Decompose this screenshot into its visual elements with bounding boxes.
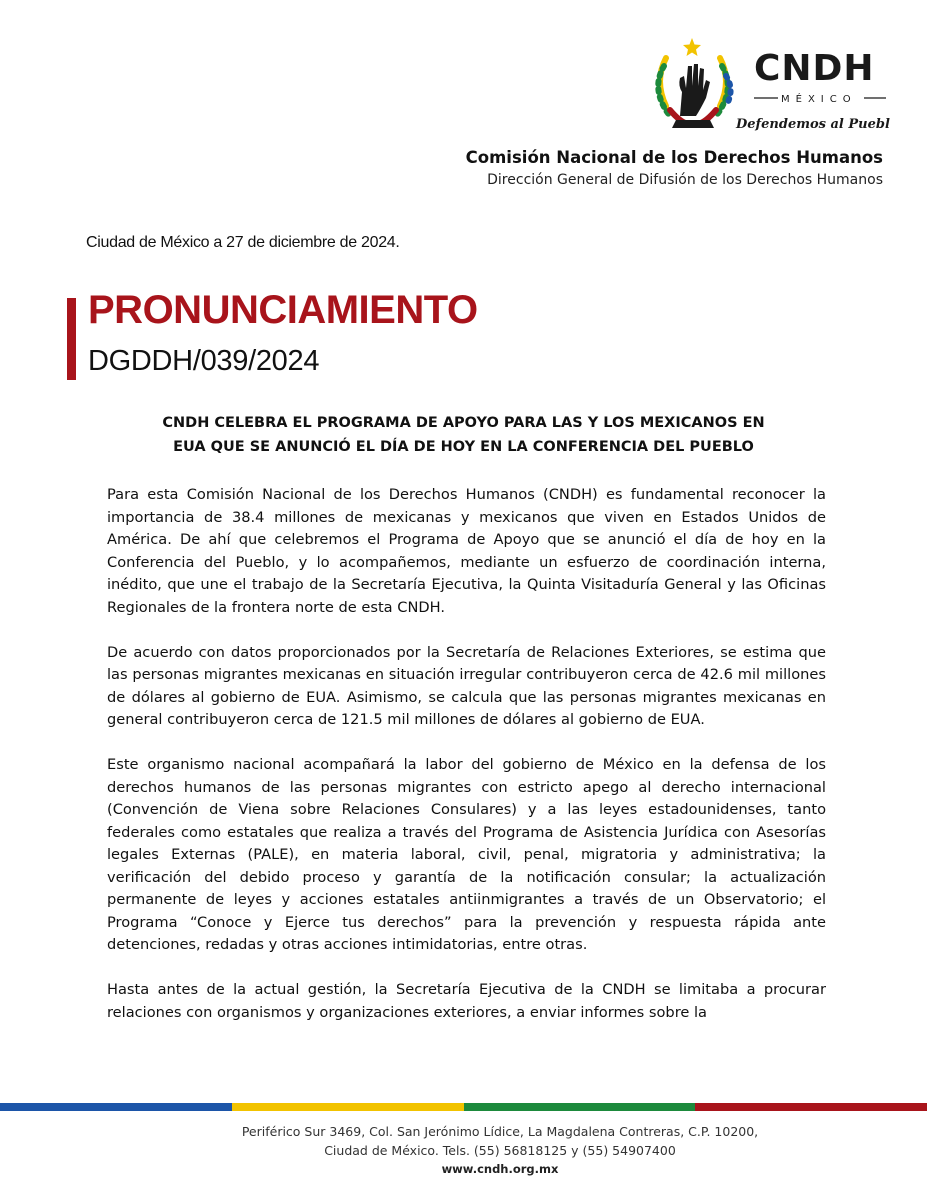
footer-address-line-1: Periférico Sur 3469, Col. San Jerónimo Lídice, La Magdalena Contreras, C.P. 10200, bbox=[241, 1124, 759, 1139]
stripe-yellow bbox=[232, 1103, 464, 1111]
organization-title: Comisión Nacional de los Derechos Humanos bbox=[465, 148, 883, 167]
cndh-emblem-icon bbox=[640, 36, 890, 136]
document-code: DGDDH/039/2024 bbox=[88, 345, 320, 377]
body-text bbox=[107, 484, 826, 1047]
organization-subtitle: Dirección General de Difusión de los Derechos Humanos bbox=[487, 172, 883, 188]
title-accent-bar bbox=[67, 298, 76, 380]
stripe-green bbox=[464, 1103, 696, 1111]
headline bbox=[100, 411, 827, 459]
footer-website-link[interactable]: www.cndh.org.mx bbox=[441, 1162, 559, 1176]
stripe-red bbox=[695, 1103, 927, 1111]
body-paragraph-2: De acuerdo con datos proporcionados por la Secretaría de Relaciones Exteriores, se estima que las personas migrantes mexicanas en situación irregular contribuyeron cerca de 42.6 mil millones de dólares al gobierno de EUA. Asimismo, se calcula que las personas migrantes mexicanas en general contribuyeron cerca de 121.5 mil millones de dólares al gobierno de EUA. bbox=[107, 643, 826, 728]
cndh-logo bbox=[640, 36, 890, 136]
logo-wordmark: CNDH bbox=[754, 48, 875, 89]
document-title: PRONUNCIAMIENTO bbox=[88, 288, 478, 332]
document-date: Ciudad de México a 27 de diciembre de 2024. bbox=[86, 234, 400, 251]
footer-color-stripe bbox=[0, 1103, 927, 1111]
logo-country: MÉXICO bbox=[781, 94, 857, 105]
stripe-blue bbox=[0, 1103, 232, 1111]
logo-slogan: Defendemos al Pueblo bbox=[736, 117, 890, 132]
footer-address-line-2: Ciudad de México. Tels. (55) 56818125 y (55) 54907400 bbox=[324, 1143, 676, 1158]
body-paragraph-4: Hasta antes de la actual gestión, la Secretaría Ejecutiva de la CNDH se limitaba a procurar relaciones con organismos y organizaciones exteriores, a enviar informes sobre la bbox=[107, 981, 826, 1021]
body-paragraph-3: Este organismo nacional acompañará la labor del gobierno de México en la defensa de los derechos humanos de las personas migrantes con estricto apego al derecho internacional (Convención de Viena sobre Relaciones Consulares) y a las leyes estadounidenses, tanto federales como estatales que realiza a través del Programa de Asistencia Jurídica con Asesorías legales Externas (PALE), en materia laboral, civil, penal, migratoria y administrativa; la verificación del debido proceso y garantía de la notificación consular; la actualización permanente de leyes y acciones estatales antiinmigrantes a través de un Observatorio; el Programa “Conoce y Ejerce tus derechos” para la prevención y respuesta rápida ante detenciones, redadas y otras acciones intimidatorias, entre otras. bbox=[107, 756, 826, 953]
body-paragraph-1: Para esta Comisión Nacional de los Derechos Humanos (CNDH) es fundamental reconocer la importancia de 38.4 millones de mexicanas y mexicanos que viven en Estados Unidos de América. De ahí que celebremos el Programa de Apoyo que se anunció el día de hoy en la Conferencia del Pueblo, y lo acompañemos, mediante un esfuerzo de coordinación interna, inédito, que une el trabajo de la Secretaría Ejecutiva, la Quinta Visitaduría General y las Oficinas Regionales de la frontera norte de esta CNDH. bbox=[107, 486, 826, 616]
headline-line-1: CNDH CELEBRA EL PROGRAMA DE APOYO PARA LAS Y LOS MEXICANOS EN bbox=[162, 415, 765, 431]
headline-line-2: EUA QUE SE ANUNCIÓ EL DÍA DE HOY EN LA CONFERENCIA DEL PUEBLO bbox=[173, 439, 754, 455]
